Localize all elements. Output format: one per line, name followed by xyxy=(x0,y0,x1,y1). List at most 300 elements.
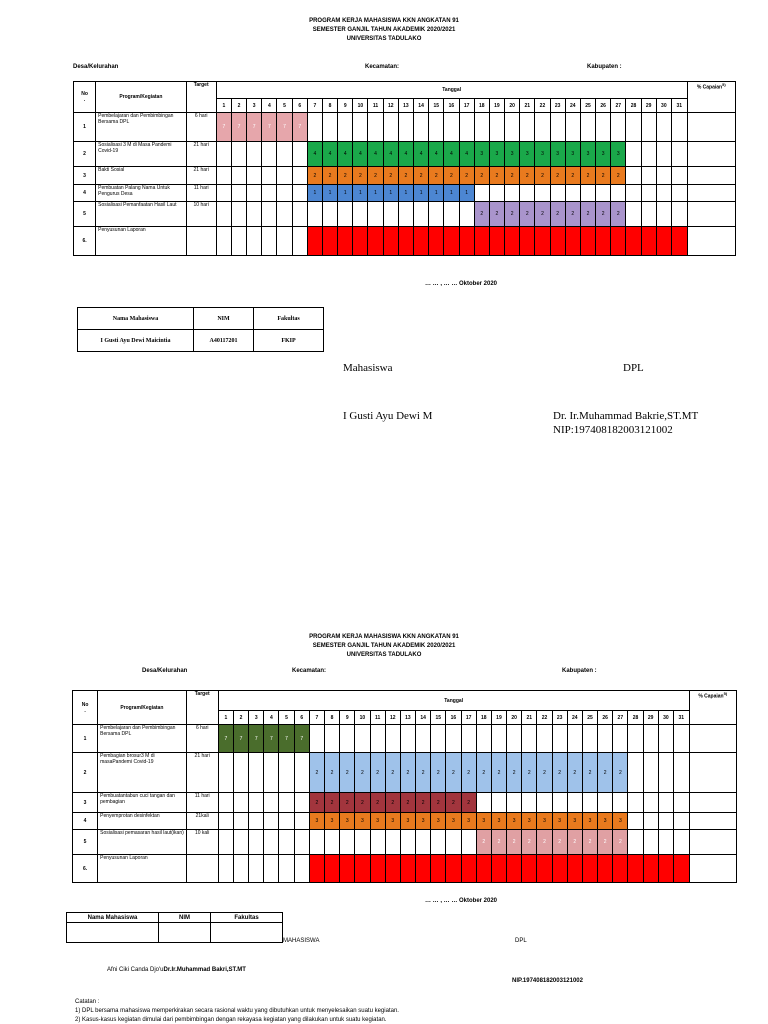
activity-target xyxy=(186,227,216,256)
capaian-cell xyxy=(687,185,735,202)
day-cell xyxy=(444,227,459,256)
day-cell: 2 xyxy=(324,753,339,793)
day-cell xyxy=(294,830,309,855)
activity-target: 10 hari xyxy=(186,202,216,227)
day-cell: 2 xyxy=(507,830,522,855)
doc1-kecamatan-label: Kecamatan: xyxy=(365,64,400,70)
day-cell: 3 xyxy=(489,142,504,167)
day-cell xyxy=(641,142,656,167)
table-row xyxy=(74,185,736,202)
doc1-date-line: … … , … … Oktober 2020 xyxy=(425,281,498,287)
day-cell xyxy=(507,855,522,883)
day-cell xyxy=(626,202,641,227)
capaian-cell xyxy=(689,813,736,830)
day-cell xyxy=(383,113,398,142)
day-cell xyxy=(309,725,324,753)
day-cell: 4 xyxy=(307,142,322,167)
table-row xyxy=(73,725,737,753)
day-cell xyxy=(249,855,264,883)
row-number: 5 xyxy=(74,202,96,227)
day-cell xyxy=(398,227,413,256)
day-23: 23 xyxy=(550,99,565,113)
day-cell xyxy=(522,793,537,813)
day-cell: 7 xyxy=(262,113,277,142)
activity-name: Penyemprotan desinfektan xyxy=(98,813,186,830)
day-cell xyxy=(507,725,522,753)
day-cell xyxy=(233,855,248,883)
day-cell xyxy=(505,113,520,142)
day-cell: 7 xyxy=(279,725,294,753)
activity-target: 21 hari xyxy=(186,753,218,793)
day-cell xyxy=(385,725,400,753)
capaian-header: % Capaian$^{5)}$ xyxy=(689,691,736,725)
day-cell xyxy=(307,113,322,142)
doc1-title-line3: UNIVERSITAS TADULAKO xyxy=(346,36,422,42)
day-cell xyxy=(385,855,400,883)
day-26: 26 xyxy=(598,711,613,725)
activity-name: Penyusunan Laporan xyxy=(96,227,187,256)
day-cell xyxy=(474,227,489,256)
day-22: 22 xyxy=(537,711,552,725)
day-cell xyxy=(580,227,595,256)
day-cell: 2 xyxy=(522,830,537,855)
day-cell xyxy=(322,227,337,256)
day-cell xyxy=(429,227,444,256)
day-cell xyxy=(491,725,506,753)
day-10: 10 xyxy=(355,711,370,725)
day-cell: 2 xyxy=(552,830,567,855)
doc1-student-name: I Gusti Ayu Dewi Maicintia xyxy=(78,330,194,352)
day-24: 24 xyxy=(565,99,580,113)
day-cell: 2 xyxy=(550,202,565,227)
activity-name: Sosialisasi Pemanfaatan Hasil Laut xyxy=(96,202,187,227)
day-cell: 2 xyxy=(489,167,504,185)
day-cell: 3 xyxy=(505,142,520,167)
day-4: 4 xyxy=(264,711,279,725)
doc2-note-2: 2) Kasus-kasus kegiatan dimulai dari pembimbingan dengan rekayasa kegiatan yang dilakukan untuk suatu kegiatan. xyxy=(75,1017,387,1023)
day-cell xyxy=(231,185,246,202)
day-cell xyxy=(520,113,535,142)
doc2-info-head-name: Nama Mahasiswa xyxy=(67,913,159,923)
day-cell xyxy=(216,202,231,227)
day-cell xyxy=(598,725,613,753)
day-24: 24 xyxy=(567,711,582,725)
day-cell xyxy=(429,113,444,142)
capaian-cell xyxy=(689,725,736,753)
day-cell: 2 xyxy=(611,202,626,227)
day-1: 1 xyxy=(218,711,233,725)
table-row xyxy=(73,793,737,813)
day-cell: 2 xyxy=(580,167,595,185)
day-cell: 1 xyxy=(444,185,459,202)
day-cell: 3 xyxy=(611,142,626,167)
day-4: 4 xyxy=(262,99,277,113)
tanggal-header: Tanggal xyxy=(216,82,687,99)
day-cell: 2 xyxy=(309,793,324,813)
day-cell xyxy=(262,185,277,202)
day-cell xyxy=(383,202,398,227)
doc2-note-1: 1) DPL bersama mahasiswa memperkirakan secara rasional waktu yang dibutuhkan untuk menyelesaikan suatu kegiatan. xyxy=(75,1008,399,1014)
day-cell: 1 xyxy=(398,185,413,202)
day-cell xyxy=(355,855,370,883)
day-cell xyxy=(582,725,597,753)
day-cell xyxy=(671,202,687,227)
doc1-student-nim: A40117201 xyxy=(194,330,254,352)
day-cell: 1 xyxy=(353,185,368,202)
day-cell: 2 xyxy=(340,793,355,813)
day-cell xyxy=(552,855,567,883)
day-cell xyxy=(292,227,307,256)
doc1-title-line2: SEMESTER GANJIL TAHUN AKADEMIK 2020/2021 xyxy=(312,27,456,33)
doc1-student-table xyxy=(77,307,324,352)
day-cell: 3 xyxy=(537,813,552,830)
day-cell: 4 xyxy=(398,142,413,167)
day-cell: 2 xyxy=(598,830,613,855)
day-cell: 2 xyxy=(446,793,461,813)
day-21: 21 xyxy=(522,711,537,725)
day-cell: 7 xyxy=(231,113,246,142)
day-cell: 3 xyxy=(520,142,535,167)
doc1-info-head-faculty: Fakultas xyxy=(254,308,324,330)
table-row xyxy=(73,753,737,793)
day-cell: 2 xyxy=(613,830,628,855)
day-cell: 3 xyxy=(550,142,565,167)
day-cell xyxy=(598,855,613,883)
activity-target: 21 hari xyxy=(186,142,216,167)
day-cell xyxy=(338,227,353,256)
day-25: 25 xyxy=(580,99,595,113)
doc1-sign-left-title: Mahasiswa xyxy=(343,362,393,374)
day-cell: 4 xyxy=(322,142,337,167)
day-cell xyxy=(535,113,550,142)
day-cell xyxy=(279,813,294,830)
day-cell: 7 xyxy=(218,725,233,753)
day-cell xyxy=(444,202,459,227)
day-cell xyxy=(567,793,582,813)
day-cell xyxy=(264,753,279,793)
day-cell: 2 xyxy=(580,202,595,227)
activity-target: 6 hari xyxy=(186,113,216,142)
day-cell xyxy=(400,855,415,883)
day-cell xyxy=(370,830,385,855)
day-13: 13 xyxy=(400,711,415,725)
no-header: No . xyxy=(73,691,98,725)
day-cell xyxy=(324,725,339,753)
capaian-cell xyxy=(689,830,736,855)
day-cell xyxy=(233,753,248,793)
day-cell xyxy=(459,227,474,256)
day-cell: 4 xyxy=(414,142,429,167)
activity-target: 11 hari xyxy=(186,793,218,813)
day-cell xyxy=(216,167,231,185)
day-cell xyxy=(598,793,613,813)
table-row xyxy=(73,855,737,883)
day-cell xyxy=(355,830,370,855)
day-31: 31 xyxy=(671,99,687,113)
doc2-title-line2: SEMESTER GANJIL TAHUN AKADEMIK 2020/2021 xyxy=(312,643,456,649)
day-cell: 2 xyxy=(385,793,400,813)
day-cell xyxy=(429,202,444,227)
doc2-notes-title: Catatan : xyxy=(75,999,100,1005)
row-number: 6. xyxy=(73,855,98,883)
day-cell xyxy=(277,227,292,256)
day-16: 16 xyxy=(444,99,459,113)
day-cell xyxy=(489,227,504,256)
day-cell: 3 xyxy=(565,142,580,167)
day-cell xyxy=(567,855,582,883)
table-row xyxy=(74,113,736,142)
day-cell xyxy=(596,227,611,256)
day-cell xyxy=(353,113,368,142)
day-cell: 2 xyxy=(400,753,415,793)
day-cell: 4 xyxy=(459,142,474,167)
day-cell xyxy=(611,185,626,202)
day-14: 14 xyxy=(416,711,431,725)
day-cell: 2 xyxy=(565,202,580,227)
day-cell xyxy=(656,202,671,227)
doc1-student-faculty: FKIP xyxy=(254,330,324,352)
day-cell: 2 xyxy=(598,753,613,793)
day-cell xyxy=(596,113,611,142)
doc1-desa-label: Desa/Kelurahan xyxy=(73,64,119,70)
day-cell xyxy=(474,185,489,202)
doc2-schedule-table xyxy=(72,690,737,883)
day-cell xyxy=(249,813,264,830)
day-cell xyxy=(431,855,446,883)
day-cell: 3 xyxy=(552,813,567,830)
day-28: 28 xyxy=(628,711,643,725)
day-cell xyxy=(611,227,626,256)
day-cell: 1 xyxy=(338,185,353,202)
day-cell: 2 xyxy=(582,830,597,855)
day-cell: 2 xyxy=(307,167,322,185)
program-header: Program/Kegiatan xyxy=(96,82,187,113)
day-cell xyxy=(249,753,264,793)
day-cell xyxy=(309,855,324,883)
day-cell: 2 xyxy=(431,753,446,793)
target-header: Target xyxy=(186,691,218,725)
table-row xyxy=(74,227,736,256)
day-cell xyxy=(355,725,370,753)
day-10: 10 xyxy=(353,99,368,113)
day-cell: 2 xyxy=(505,167,520,185)
day-cell: 2 xyxy=(535,202,550,227)
capaian-header: % Capaian$^{5)}$ xyxy=(687,82,735,113)
capaian-cell xyxy=(689,855,736,883)
day-cell xyxy=(461,855,476,883)
day-cell xyxy=(264,830,279,855)
day-cell: 7 xyxy=(247,113,262,142)
day-cell xyxy=(658,830,673,855)
day-cell xyxy=(567,725,582,753)
capaian-cell xyxy=(687,227,735,256)
day-cell xyxy=(307,202,322,227)
day-cell xyxy=(626,167,641,185)
doc1-info-head-name: Nama Mahasiswa xyxy=(78,308,194,330)
day-cell: 3 xyxy=(522,813,537,830)
day-cell xyxy=(673,813,689,830)
day-cell xyxy=(552,725,567,753)
day-cell: 2 xyxy=(431,793,446,813)
activity-target: 6 hari xyxy=(186,725,218,753)
day-cell xyxy=(520,227,535,256)
day-cell xyxy=(368,113,383,142)
day-cell: 2 xyxy=(550,167,565,185)
day-cell: 7 xyxy=(233,725,248,753)
day-15: 15 xyxy=(431,711,446,725)
day-cell xyxy=(324,855,339,883)
day-cell xyxy=(658,813,673,830)
activity-target: 10 kali xyxy=(186,830,218,855)
day-cell: 3 xyxy=(567,813,582,830)
day-cell: 2 xyxy=(446,753,461,793)
day-cell xyxy=(520,185,535,202)
day-cell xyxy=(628,813,643,830)
day-cell xyxy=(582,793,597,813)
day-cell: 4 xyxy=(338,142,353,167)
day-cell xyxy=(398,113,413,142)
day-cell: 4 xyxy=(444,142,459,167)
day-cell xyxy=(582,855,597,883)
day-cell xyxy=(231,167,246,185)
day-cell: 3 xyxy=(535,142,550,167)
day-cell xyxy=(491,793,506,813)
day-5: 5 xyxy=(277,99,292,113)
day-cell xyxy=(218,855,233,883)
capaian-cell xyxy=(687,142,735,167)
day-17: 17 xyxy=(461,711,476,725)
day-cell xyxy=(249,793,264,813)
doc2-info-head-faculty: Fakultas xyxy=(211,913,283,923)
day-cell xyxy=(550,227,565,256)
day-cell: 2 xyxy=(461,793,476,813)
day-cell xyxy=(628,830,643,855)
day-cell: 4 xyxy=(429,142,444,167)
activity-name: Sosialisasi 3 M di Masa Pandemi Covid-19 xyxy=(96,142,187,167)
day-cell xyxy=(216,185,231,202)
day-19: 19 xyxy=(491,711,506,725)
day-cell xyxy=(641,167,656,185)
day-cell xyxy=(247,185,262,202)
day-25: 25 xyxy=(582,711,597,725)
doc2-student-name xyxy=(67,923,159,943)
day-cell xyxy=(671,185,687,202)
day-cell xyxy=(643,813,658,830)
day-cell xyxy=(671,142,687,167)
day-3: 3 xyxy=(247,99,262,113)
day-cell: 2 xyxy=(353,167,368,185)
doc1-title-line1: PROGRAM KERJA MAHASISWA KKN ANGKATAN 91 xyxy=(309,18,459,24)
day-cell: 4 xyxy=(368,142,383,167)
doc1-header xyxy=(0,17,768,44)
day-cell xyxy=(414,113,429,142)
no-header: No . xyxy=(74,82,96,113)
doc2-kabupaten-label: Kabupaten : xyxy=(562,668,597,674)
day-cell xyxy=(385,830,400,855)
day-cell: 3 xyxy=(446,813,461,830)
day-cell xyxy=(673,830,689,855)
day-18: 18 xyxy=(474,99,489,113)
day-cell xyxy=(233,793,248,813)
day-cell: 2 xyxy=(582,753,597,793)
day-27: 27 xyxy=(611,99,626,113)
activity-name: Pembagian brosur3 M di masaPandemi Covid-19 xyxy=(98,753,186,793)
day-cell: 1 xyxy=(383,185,398,202)
day-cell xyxy=(294,813,309,830)
day-cell xyxy=(338,113,353,142)
day-cell xyxy=(491,855,506,883)
day-cell: 3 xyxy=(613,813,628,830)
day-cell xyxy=(656,113,671,142)
day-cell: 3 xyxy=(582,813,597,830)
day-cell: 3 xyxy=(476,813,491,830)
day-cell xyxy=(262,142,277,167)
day-8: 8 xyxy=(322,99,337,113)
day-cell: 3 xyxy=(385,813,400,830)
table-row xyxy=(74,167,736,185)
day-cell xyxy=(340,725,355,753)
activity-name: Pembuatantabun cuci tangan dan pembagian xyxy=(98,793,186,813)
day-15: 15 xyxy=(429,99,444,113)
day-cell xyxy=(673,793,689,813)
row-number: 6. xyxy=(74,227,96,256)
doc2-sign-left-name-text: Afni Ciki Canda Djo'u xyxy=(107,967,164,973)
day-cell xyxy=(476,793,491,813)
day-30: 30 xyxy=(656,99,671,113)
day-cell: 2 xyxy=(368,167,383,185)
day-cell xyxy=(294,793,309,813)
doc2-date-line: … … , … … Oktober 2020 xyxy=(425,898,498,904)
day-cell xyxy=(507,793,522,813)
table-row xyxy=(74,202,736,227)
day-cell: 2 xyxy=(383,167,398,185)
day-cell xyxy=(444,113,459,142)
day-cell xyxy=(522,855,537,883)
day-cell: 3 xyxy=(309,813,324,830)
activity-target xyxy=(186,855,218,883)
doc2-header xyxy=(0,633,768,660)
day-cell xyxy=(474,113,489,142)
day-cell: 2 xyxy=(414,167,429,185)
day-cell xyxy=(643,793,658,813)
day-cell xyxy=(277,167,292,185)
day-cell xyxy=(247,167,262,185)
day-cell xyxy=(489,185,504,202)
doc2-student-faculty xyxy=(211,923,283,943)
day-12: 12 xyxy=(385,711,400,725)
day-cell: 2 xyxy=(537,753,552,793)
day-cell xyxy=(292,185,307,202)
day-cell: 2 xyxy=(522,753,537,793)
day-cell xyxy=(613,725,628,753)
doc2-kecamatan-label: Kecamatan: xyxy=(292,668,327,674)
day-cell xyxy=(324,830,339,855)
doc2-info-head-nim: NIM xyxy=(159,913,211,923)
day-cell xyxy=(231,227,246,256)
day-cell: 7 xyxy=(294,725,309,753)
day-cell: 3 xyxy=(580,142,595,167)
day-cell xyxy=(580,113,595,142)
day-cell xyxy=(340,855,355,883)
day-cell xyxy=(262,167,277,185)
program-header: Program/Kegiatan xyxy=(98,691,186,725)
day-cell xyxy=(400,830,415,855)
day-cell xyxy=(277,142,292,167)
table-row xyxy=(74,142,736,167)
day-cell xyxy=(537,793,552,813)
day-cell xyxy=(383,227,398,256)
day-cell xyxy=(340,830,355,855)
